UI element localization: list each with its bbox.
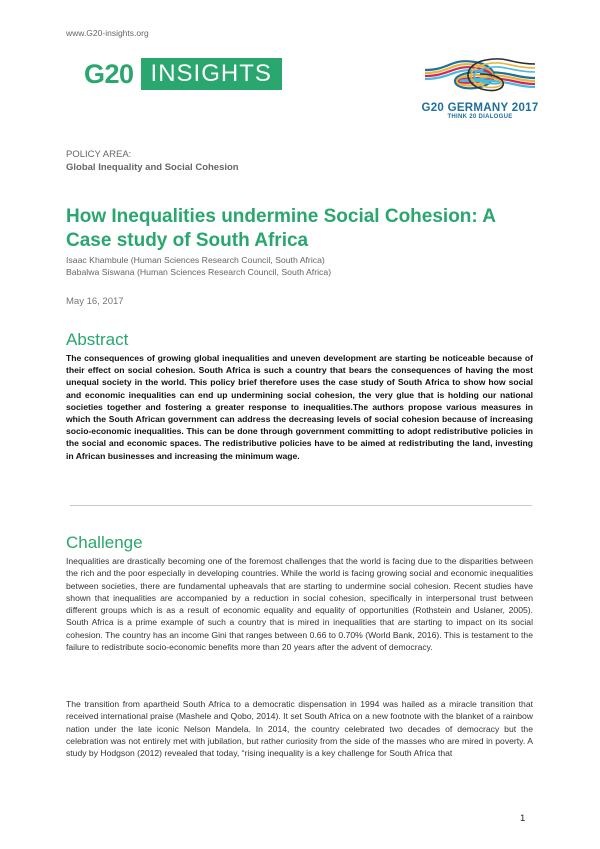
page-number: 1	[520, 813, 526, 824]
challenge-heading: Challenge	[66, 533, 143, 552]
logo-word: INSIGHTS	[141, 58, 282, 90]
document-title	[66, 205, 546, 253]
knot-icon	[420, 50, 540, 100]
abstract-heading: Abstract	[66, 330, 129, 349]
author: Isaac Khambule (Human Sciences Research Council, South Africa)	[66, 255, 325, 265]
abstract-text: The consequences of growing global inequalities and uneven development are starting be noticeable because of their effect on social cohesion. South Africa is such a country that bears the consequences of having the most unequal society in the world. This policy brief therefore uses the case study of South Africa to show how social and economic inequalities can end up undermining social cohesion, the very glue that is holding our national societies together and fostering a greater response to inequalities.The authors propose various measures in which the South African government can address the decreasing levels of social cohesion because of increasing socio-economic inequalities. This can be done through government committing to adopt redistributive policies in the social and economic spaces. The redistributive policies have to be aimed at redistributing the land, investing in African businesses and increasing the minimum wage.	[66, 353, 533, 461]
g20-germany-logo	[410, 50, 550, 120]
author: Babalwa Siswana (Human Sciences Research Council, South Africa)	[66, 267, 332, 277]
title-line-1: How Inequalities undermine Social Cohesion: A	[66, 206, 497, 227]
policy-area-value: Global Inequality and Social Cohesion	[66, 162, 239, 173]
policy-area-label: POLICY AREA:	[66, 149, 132, 160]
policy-area	[66, 148, 239, 174]
challenge-paragraph: Inequalities are drastically becoming one of the foremost challenges that the world is facing due to the disparities between the rich and the poor especially in developing countries. While the world is facing growing social and economic inequalities between societies, there are fundamental upheavals that are starting to undermine social cohesion. Recent studies have shown that inequalities are accompanied by a reduction in social cohesion, specifically in interpersonal trust between different groups which is as a result of economic equality and equality of opportunities (Rothstein and Uslaner, 2005). South Africa is a prime example of such a country that is mired in inequalities that are starting to impact on its social cohesion. The country has an income Gini that ranges between 0.66 to 0.70% (World Bank, 2016). This is testament to the failure to redistribute socio-economic benefits more than 20 years after the advent of democracy.	[66, 556, 533, 653]
think20-subtitle: THINK 20 DIALOGUE	[447, 114, 513, 120]
title-line-2: Case study of South Africa	[66, 230, 309, 251]
g20-germany-title: G20 GERMANY 2017	[421, 102, 539, 114]
logo-prefix: G20	[84, 59, 134, 89]
challenge-paragraph: The transition from apartheid South Africa to a democratic dispensation in 1994 was hailed as a miracle transition that received international praise (Mashele and Qobo, 2014). It set South Africa on a new footnote with the blanket of a rainbow nation under the late iconic Nelson Mandela. In 2014, the country celebrated two decades of democracy but the celebration was not entirely met with jubilation, but rather curiosity from the side of the masses who are mired in poverty. A study by Hodgson (2012) revealed that today, “rising inequality is a key challenge for South Africa that	[66, 699, 533, 759]
section-divider	[70, 505, 532, 506]
site-url[interactable]: www.G20-insights.org	[66, 28, 149, 38]
publication-date: May 16, 2017	[66, 296, 124, 307]
g20-insights-logo	[84, 58, 282, 90]
authors	[66, 254, 331, 278]
